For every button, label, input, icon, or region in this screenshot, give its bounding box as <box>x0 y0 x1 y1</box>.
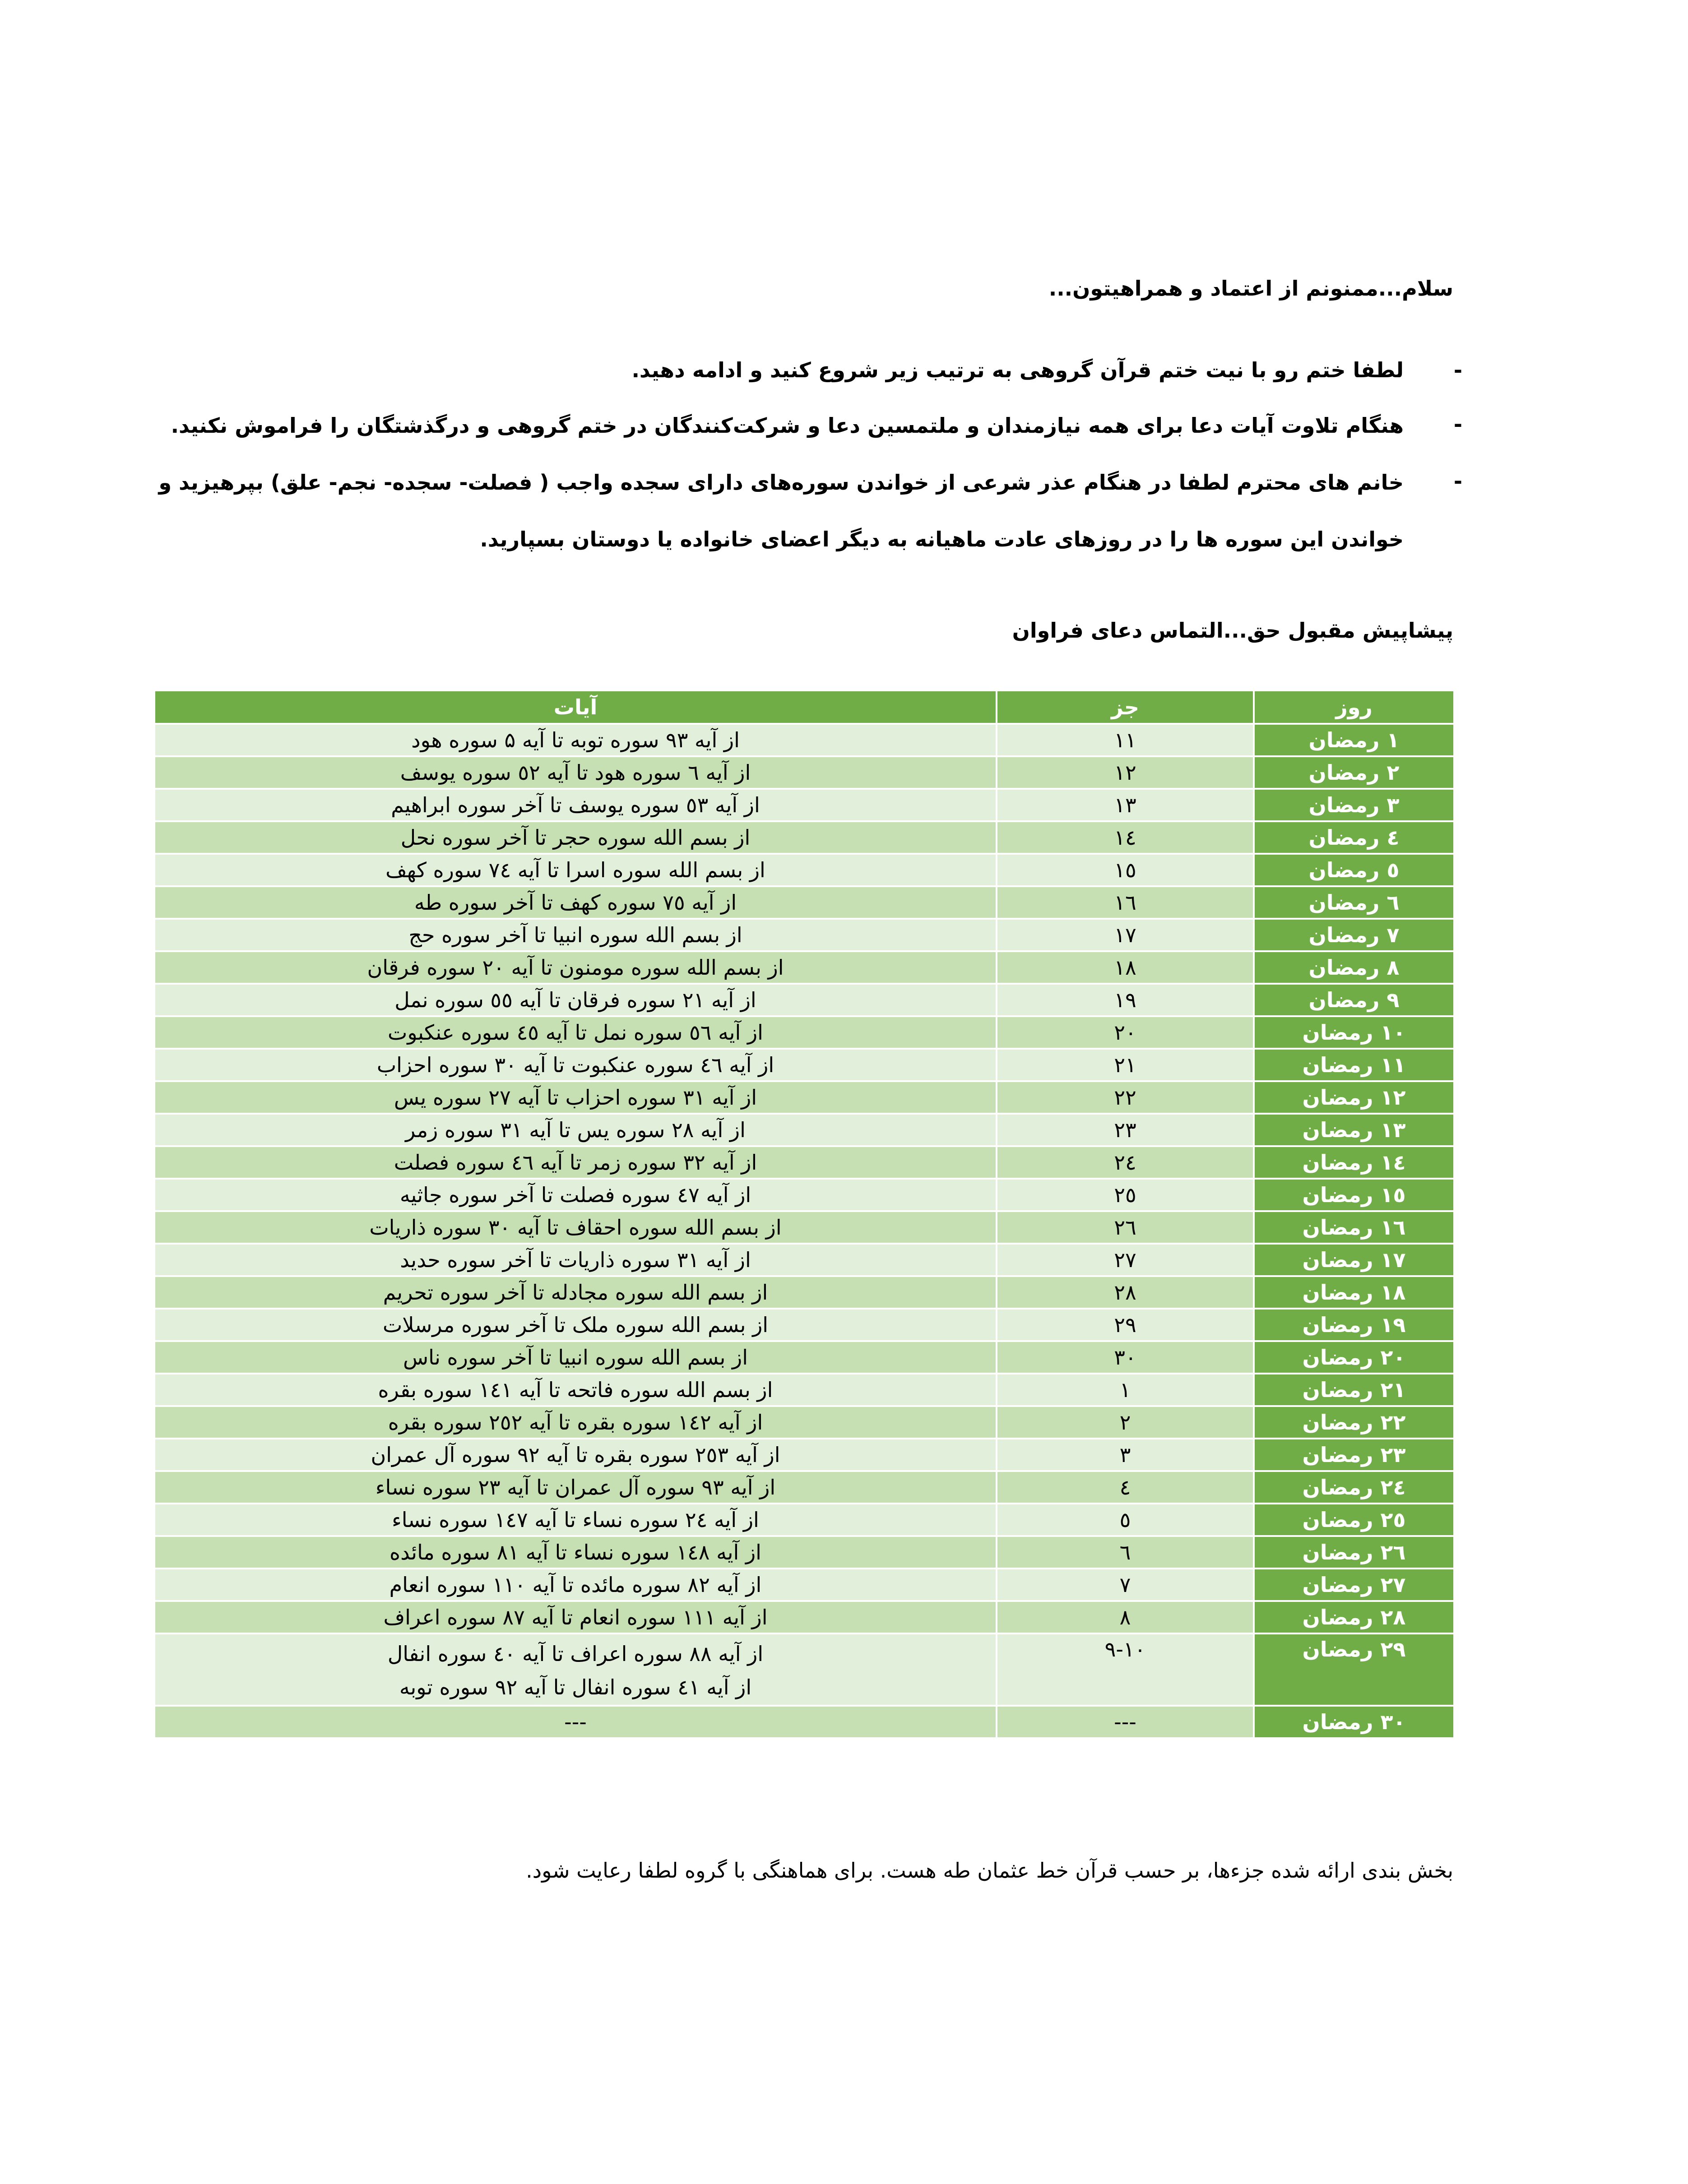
instruction-text: خانم های محترم لطفا در هنگام عذر شرعی از خواندن سوره‌های دارای سجده واجب ( فصلت- سجده- نجم- علق) بپرهیزید و خواندن این سوره ها را در روزهای عادت ماهیانه به دیگر اعضای خانواده یا دوستان بسپارید. <box>158 470 1404 551</box>
ayat-range-text: از بسم الله سوره احقاف تا آیه ۳۰ سوره ذاریات <box>369 1215 782 1240</box>
cell-juz: ۱٦ <box>997 886 1254 919</box>
table-row <box>154 1309 1454 1341</box>
cell-ayat <box>154 1211 997 1244</box>
ayat-range-text: از آیه ۱۱۱ سوره انعام تا آیه ۸۷ سوره اعراف <box>383 1605 768 1629</box>
instruction-item <box>153 454 1462 568</box>
bullet-dash: - <box>1453 358 1462 382</box>
table-row <box>154 1146 1454 1179</box>
table-row <box>154 1601 1454 1633</box>
ayat-range-text: از آیه ۳۱ سوره احزاب تا آیه ۲۷ سوره یس <box>394 1085 757 1110</box>
ayat-range-text: از آیه ٦ سوره هود تا آیه ٥۲ سوره یوسف <box>400 760 751 785</box>
cell-ayat <box>154 724 997 756</box>
bullet-dash: - <box>1453 412 1462 436</box>
ayat-range-text: از آیه ۳۱ سوره ذاریات تا آخر سوره حدید <box>400 1248 751 1272</box>
cell-juz: ۲۳ <box>997 1114 1254 1146</box>
cell-day: ۷ رمضان <box>1254 919 1454 951</box>
cell-ayat <box>154 1633 997 1706</box>
cell-ayat <box>154 789 997 821</box>
cell-day: ۳۰ رمضان <box>1254 1706 1454 1738</box>
cell-ayat <box>154 1276 997 1309</box>
table-row <box>154 1016 1454 1049</box>
cell-day: ١٥ رمضان <box>1254 1179 1454 1211</box>
ayat-range-text: از بسم الله سوره ملک تا آخر سوره مرسلات <box>382 1313 769 1337</box>
bullet-dash: - <box>1453 469 1462 493</box>
cell-ayat <box>154 756 997 789</box>
cell-ayat <box>154 951 997 984</box>
ayat-range-text: --- <box>564 1710 587 1734</box>
ayat-range-text: از بسم الله سوره اسرا تا آیه ۷٤ سوره کهف <box>385 858 765 882</box>
ayat-range-text: از بسم الله سوره انبیا تا آخر سوره ناس <box>403 1345 748 1370</box>
cell-day: ٢٤ رمضان <box>1254 1471 1454 1504</box>
cell-day: ٤ رمضان <box>1254 821 1454 854</box>
cell-juz: ۱۳ <box>997 789 1254 821</box>
ayat-range-text: از آیه ۲۸ سوره یس تا آیه ۳۱ سوره زمر <box>405 1118 746 1142</box>
cell-ayat <box>154 1536 997 1569</box>
ayat-range-text: از آیه ۱٤۸ سوره نساء تا آیه ۸۱ سوره مائده <box>390 1540 761 1564</box>
ayat-range-text: از آیه ۱٤۲ سوره بقره تا آیه ۲٥۲ سوره بقره <box>388 1410 763 1434</box>
cell-juz: ۸ <box>997 1601 1254 1633</box>
instruction-text: لطفا ختم رو با نیت ختم قرآن گروهی به ترتیب زیر شروع کنید و ادامه دهید. <box>631 358 1404 382</box>
instruction-item <box>153 397 1462 454</box>
ayat-range-text: از بسم الله سوره انبیا تا آخر سوره حج <box>408 923 742 947</box>
ayat-range-text: از آیه ٥۳ سوره یوسف تا آخر سوره ابراهیم <box>391 793 760 817</box>
cell-juz: ۲۱ <box>997 1049 1254 1081</box>
cell-ayat <box>154 1049 997 1081</box>
ayat-range-text: از آیه ۸۲ سوره مائده تا آیه ۱۱۰ سوره انعام <box>389 1573 762 1597</box>
cell-ayat <box>154 1244 997 1276</box>
column-header-ayat: آیات <box>154 690 997 724</box>
ayat-range-text: از آیه ۹۳ سوره توبه تا آیه ۵ سوره هود <box>411 728 740 752</box>
table-row <box>154 821 1454 854</box>
cell-ayat <box>154 984 997 1016</box>
column-header-juz: جز <box>997 690 1254 724</box>
ayat-range-text: از آیه ۲٤ سوره نساء تا آیه ۱٤۷ سوره نساء <box>392 1508 759 1532</box>
table-row <box>154 1211 1454 1244</box>
ayat-range-text: از آیه ۸۸ سوره اعراف تا آیه ٤۰ سوره انفال <box>387 1642 764 1666</box>
cell-juz: ۱۱ <box>997 724 1254 756</box>
table-row <box>154 984 1454 1016</box>
table-row <box>154 951 1454 984</box>
cell-juz: ٦ <box>997 1536 1254 1569</box>
table-row <box>154 1276 1454 1309</box>
cell-juz: ١٤ <box>997 821 1254 854</box>
cell-juz: ۳ <box>997 1439 1254 1471</box>
cell-ayat <box>154 1309 997 1341</box>
cell-juz: ۲۸ <box>997 1276 1254 1309</box>
table-row <box>154 1406 1454 1439</box>
cell-day: ۲۱ رمضان <box>1254 1374 1454 1406</box>
ayat-range-text: از آیه ۷٥ سوره کهف تا آخر سوره طه <box>414 890 737 915</box>
cell-day: ۲۷ رمضان <box>1254 1569 1454 1601</box>
table-row <box>154 1179 1454 1211</box>
cell-day: ۱۳ رمضان <box>1254 1114 1454 1146</box>
cell-juz: ۱۸ <box>997 951 1254 984</box>
cell-juz: ۷ <box>997 1569 1254 1601</box>
cell-ayat <box>154 1114 997 1146</box>
table-row <box>154 724 1454 756</box>
cell-ayat <box>154 1146 997 1179</box>
table-row <box>154 1341 1454 1374</box>
cell-ayat <box>154 1016 997 1049</box>
cell-ayat <box>154 1439 997 1471</box>
cell-day: ۲۸ رمضان <box>1254 1601 1454 1633</box>
ayat-range-text: از آیه ۹۳ سوره آل عمران تا آیه ۲۳ سوره نساء <box>375 1475 776 1499</box>
ayat-range-text: از بسم الله سوره مومنون تا آیه ۲۰ سوره فرقان <box>367 955 784 980</box>
table-row <box>154 1504 1454 1536</box>
ayat-range-text: از آیه ۲۱ سوره فرقان تا آیه ٥٥ سوره نمل <box>394 988 756 1012</box>
cell-juz: ۱۲ <box>997 756 1254 789</box>
cell-juz: ۱۹ <box>997 984 1254 1016</box>
table-row <box>154 1244 1454 1276</box>
cell-juz: ۲۹ <box>997 1309 1254 1341</box>
ayat-range-text: از آیه ٥٦ سوره نمل تا آیه ٤٥ سوره عنکبوت <box>388 1020 763 1045</box>
cell-ayat <box>154 1374 997 1406</box>
greeting-line: سلام...ممنونم از اعتماد و همراهیتون... <box>1048 276 1453 301</box>
table-row <box>154 1471 1454 1504</box>
cell-juz: ۲۰ <box>997 1016 1254 1049</box>
cell-day: ۲۳ رمضان <box>1254 1439 1454 1471</box>
cell-day: ۱۸ رمضان <box>1254 1276 1454 1309</box>
cell-day: ٥ رمضان <box>1254 854 1454 886</box>
cell-juz: ۱ <box>997 1374 1254 1406</box>
table-row <box>154 919 1454 951</box>
cell-ayat <box>154 919 997 951</box>
cell-juz: ۱۷ <box>997 919 1254 951</box>
cell-day: ۳ رمضان <box>1254 789 1454 821</box>
cell-day: ١٤ رمضان <box>1254 1146 1454 1179</box>
cell-juz: ۲ <box>997 1406 1254 1439</box>
table-row <box>154 1081 1454 1114</box>
cell-day: ٢٦ رمضان <box>1254 1536 1454 1569</box>
table-row <box>154 1536 1454 1569</box>
cell-ayat <box>154 1341 997 1374</box>
table-row <box>154 756 1454 789</box>
cell-juz: ۹-۱۰ <box>997 1633 1254 1706</box>
cell-juz: ۳۰ <box>997 1341 1254 1374</box>
cell-juz: ۲٤ <box>997 1146 1254 1179</box>
cell-juz: ۲٥ <box>997 1179 1254 1211</box>
table-row <box>154 1633 1454 1706</box>
cell-day: ۲۰ رمضان <box>1254 1341 1454 1374</box>
khatm-schedule-table <box>153 689 1455 1739</box>
cell-ayat <box>154 1601 997 1633</box>
table-row <box>154 1439 1454 1471</box>
cell-ayat <box>154 1569 997 1601</box>
footnote: بخش بندی ارائه شده جزءها، بر حسب قرآن خط عثمان طه هست. برای هماهنگی با گروه لطفا رعایت شود. <box>526 1858 1453 1883</box>
ayat-range-text: از آیه ٤٦ سوره عنکبوت تا آیه ۳۰ سوره احزاب <box>376 1053 774 1077</box>
cell-day: ۲۹ رمضان <box>1254 1633 1454 1706</box>
table-row <box>154 1706 1454 1738</box>
cell-day: ۱ رمضان <box>1254 724 1454 756</box>
table-row <box>154 854 1454 886</box>
cell-ayat <box>154 1179 997 1211</box>
cell-day: ۱۲ رمضان <box>1254 1081 1454 1114</box>
ayat-range-text: از آیه ٤۱ سوره انفال تا آیه ۹۲ سوره توبه <box>399 1675 752 1699</box>
cell-day: ۲۲ رمضان <box>1254 1406 1454 1439</box>
table-row <box>154 886 1454 919</box>
cell-day: ١٦ رمضان <box>1254 1211 1454 1244</box>
cell-day: ۱۱ رمضان <box>1254 1049 1454 1081</box>
table-row <box>154 1374 1454 1406</box>
cell-ayat <box>154 1706 997 1738</box>
cell-ayat <box>154 1081 997 1114</box>
cell-day: ۸ رمضان <box>1254 951 1454 984</box>
table-body <box>154 724 1454 1738</box>
cell-ayat <box>154 1406 997 1439</box>
cell-ayat <box>154 1471 997 1504</box>
cell-ayat <box>154 854 997 886</box>
table-row <box>154 1569 1454 1601</box>
cell-day: ۹ رمضان <box>1254 984 1454 1016</box>
cell-juz: ۲۲ <box>997 1081 1254 1114</box>
cell-day: ۱۷ رمضان <box>1254 1244 1454 1276</box>
table-row <box>154 1114 1454 1146</box>
cell-juz: ٥ <box>997 1504 1254 1536</box>
ayat-range-text: از بسم الله سوره حجر تا آخر سوره نحل <box>400 825 751 850</box>
column-header-day: روز <box>1254 690 1454 724</box>
cell-day: ۲ رمضان <box>1254 756 1454 789</box>
cell-juz: --- <box>997 1706 1254 1738</box>
cell-juz: ۲۷ <box>997 1244 1254 1276</box>
cell-ayat <box>154 821 997 854</box>
cell-day: ٢٥ رمضان <box>1254 1504 1454 1536</box>
closing-line: پیشاپیش مقبول حق...التماس دعای فراوان <box>1012 618 1453 643</box>
table-row <box>154 789 1454 821</box>
cell-ayat <box>154 886 997 919</box>
table-header-row <box>154 690 1454 724</box>
instruction-list <box>153 343 1462 568</box>
ayat-range-text: از آیه ۳۲ سوره زمر تا آیه ٤٦ سوره فصلت <box>394 1150 757 1175</box>
ayat-range-text: از بسم الله سوره فاتحه تا آیه ۱٤۱ سوره بقره <box>378 1378 773 1402</box>
cell-day: ٦ رمضان <box>1254 886 1454 919</box>
ayat-range-text: از آیه ٤۷ سوره فصلت تا آخر سوره جاثیه <box>399 1183 751 1207</box>
cell-juz: ۱٥ <box>997 854 1254 886</box>
cell-juz: ٤ <box>997 1471 1254 1504</box>
instruction-text: هنگام تلاوت آیات دعا برای همه نیازمندان و ملتمسین دعا و شرکت‌کنندگان در ختم گروهی و درگذشتگان را فراموش نکنید. <box>171 413 1404 438</box>
cell-day: ۱۰ رمضان <box>1254 1016 1454 1049</box>
ayat-range-text: از بسم الله سوره مجادله تا آخر سوره تحریم <box>383 1280 768 1305</box>
cell-day: ۱۹ رمضان <box>1254 1309 1454 1341</box>
instruction-item <box>153 343 1462 397</box>
cell-juz: ۲٦ <box>997 1211 1254 1244</box>
table-row <box>154 1049 1454 1081</box>
cell-ayat <box>154 1504 997 1536</box>
ayat-range-text: از آیه ۲٥۳ سوره بقره تا آیه ۹۲ سوره آل عمران <box>371 1443 780 1467</box>
